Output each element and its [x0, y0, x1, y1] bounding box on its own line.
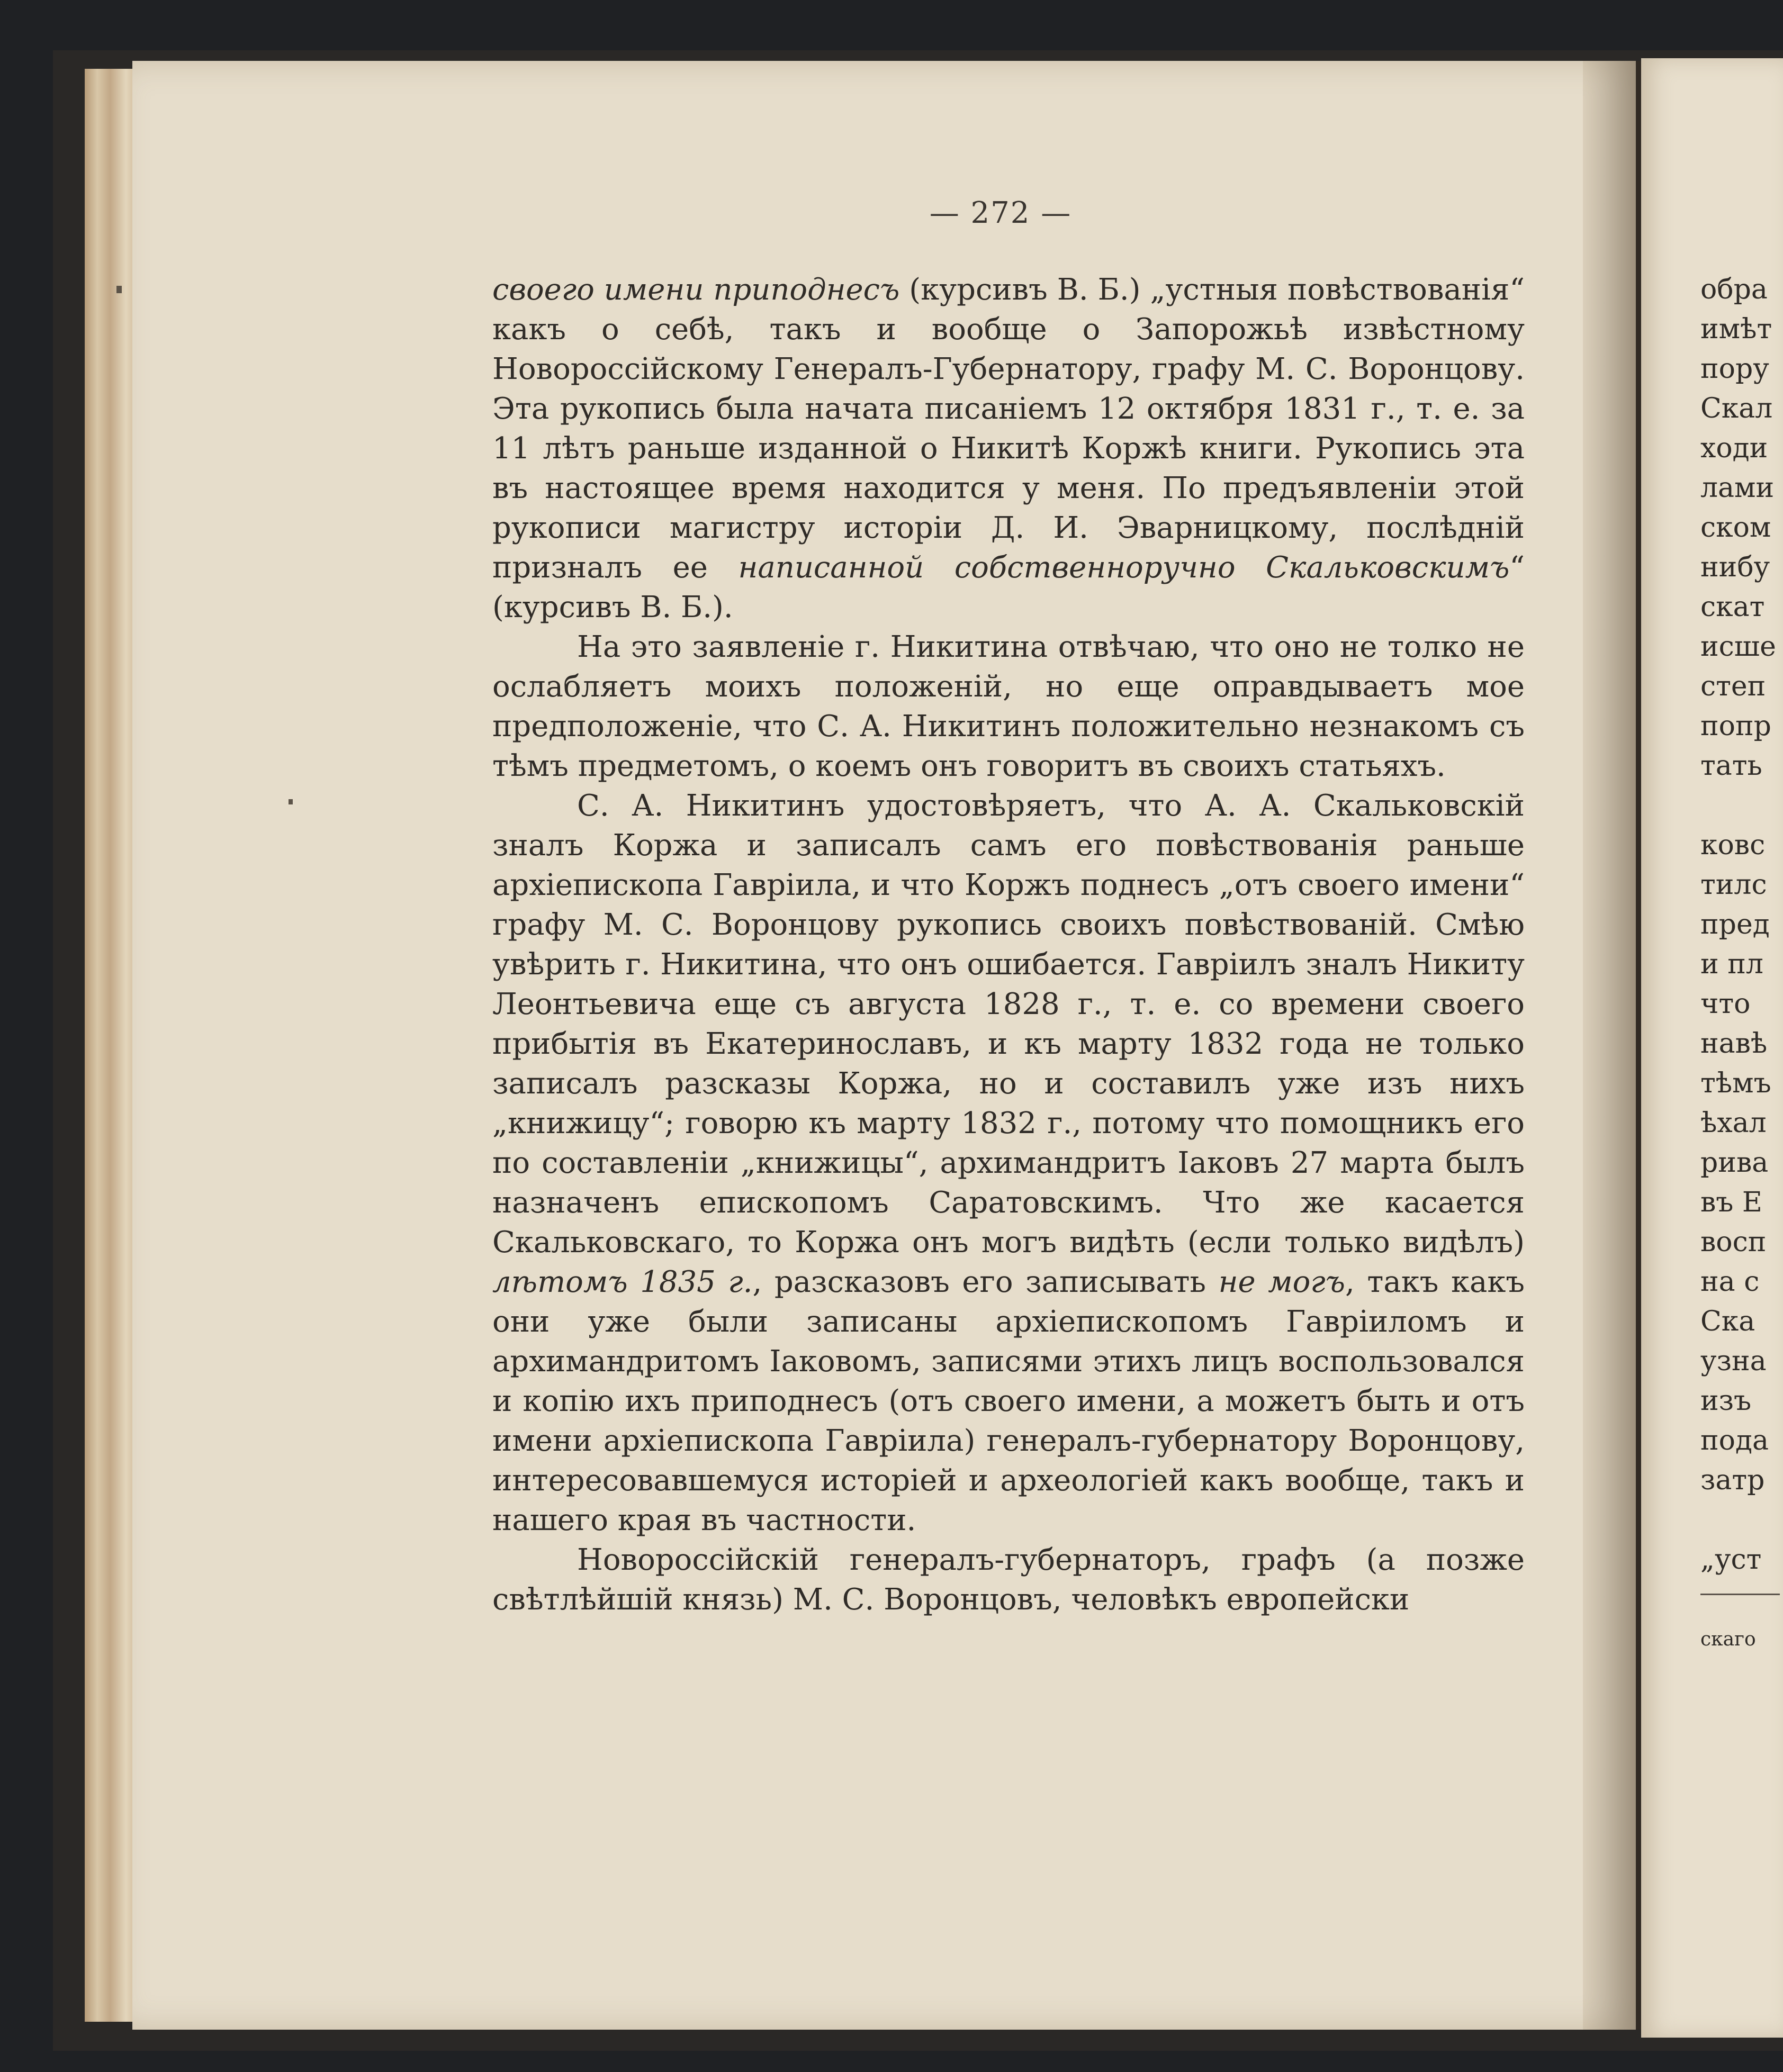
right-page-line: затр: [1700, 1464, 1765, 1496]
line-gap: [1700, 786, 1783, 826]
right-page-line: навѣ: [1700, 1028, 1768, 1060]
text-run: Новороссійскій генералъ-губернаторъ, графъ (а позже свѣтлѣйшій князь) М. С. Воронцовъ, человѣкъ европейски: [492, 1543, 1525, 1617]
text-run: (курсивъ В. Б.) „устныя повѣствованія“ какъ о себѣ, такъ и вообще о Запорожьѣ извѣстному Новороссійскому Генералъ-Губернатору, графу М. С. Воронцову. Эта рукопись была начата писаніемъ 12 октября 1831 г., т. е. за 11 лѣтъ раньше изданной о Никитѣ Коржѣ книги. Рукопись эта въ настоящее время находится у меня. По предъявленіи этой рукописи магистру исторіи Д. И. Эварницкому, послѣдній призналъ ее: [492, 273, 1525, 585]
right-page-line: въ Е: [1700, 1187, 1762, 1218]
footnote-rule: [1700, 1594, 1780, 1595]
paragraph-4: [492, 1540, 1525, 1619]
right-page-text: [1700, 270, 1783, 1659]
right-page-line: нибу: [1700, 551, 1770, 583]
right-page-line: восп: [1700, 1226, 1767, 1258]
italic-text: написанной собственноручно Скальковскимъ: [738, 550, 1510, 585]
text-run: “ (курсивъ В. Б.).: [492, 550, 1525, 625]
right-page-line: степ: [1700, 671, 1766, 702]
text-run: На это заявленіе г. Никитина отвѣчаю, что оно не толко не ослабляетъ моихъ положеній, но еще оправдываетъ мое предположеніе, что С. А. Никитинъ положительно незнакомъ съ тѣмъ предметомъ, о коемъ онъ говоритъ въ своихъ статьяхъ.: [492, 630, 1525, 783]
right-page-line: исше: [1700, 631, 1776, 663]
paragraph-1: [492, 270, 1525, 627]
main-text: [492, 270, 1525, 1619]
right-page-line: ходи: [1700, 432, 1768, 464]
italic-text: своего имени приподнесъ: [492, 273, 900, 307]
book-gutter: [1583, 61, 1641, 2030]
right-page-line: лами: [1700, 472, 1775, 504]
right-page-line: Скал: [1700, 393, 1773, 424]
page-speck: [289, 799, 293, 804]
right-page-line: попр: [1700, 710, 1771, 742]
italic-text: не могъ: [1218, 1265, 1346, 1299]
right-page-line: ском: [1700, 512, 1771, 544]
italic-text: лѣтомъ 1835 г.: [492, 1265, 753, 1299]
right-page-line: на с: [1700, 1266, 1760, 1298]
right-page-line: тилс: [1700, 869, 1767, 901]
right-page-line: изъ: [1700, 1385, 1752, 1417]
text-run: С. А. Никитинъ удостовѣряетъ, что А. А. Скальковскій зналъ Коржа и записалъ самъ его повѣствованія раньше архіепископа Гавріила, и что Коржъ поднесъ „отъ своего имени“ графу М. С. Воронцову рукопись своихъ повѣствованій. Смѣю увѣрить г. Никитина, что онъ ошибается. Гавріилъ зналъ Никиту Леонтьевича еще съ августа 1828 г., т. е. со времени своего прибытія въ Екатеринославъ, и къ марту 1832 года не только записалъ разсказы Коржа, но и составилъ уже изъ нихъ „книжицу“; говорю къ марту 1832 г., потому что помощникъ его по составленіи „книжицы“, архимандритъ Іаковъ 27 марта былъ назначенъ епископомъ Саратовскимъ. Что же касается Скальковскаго, то Коржа онъ могъ видѣть (если только видѣлъ): [492, 789, 1525, 1260]
right-page-line: тать: [1700, 750, 1762, 782]
right-page-line: и пл: [1700, 948, 1763, 980]
right-page-line: обра: [1700, 274, 1768, 305]
right-page-line: ковс: [1700, 829, 1766, 861]
right-page-line: узна: [1700, 1345, 1767, 1377]
paragraph-2: [492, 627, 1525, 786]
page-speck: [116, 286, 122, 293]
right-page-line: ѣхал: [1700, 1107, 1767, 1139]
right-page-line: пред: [1700, 909, 1770, 940]
paragraph-3: [492, 786, 1525, 1540]
right-page-line: „уст: [1700, 1544, 1762, 1576]
right-page-line: пору: [1700, 353, 1769, 385]
line-gap: [1700, 1500, 1783, 1540]
right-page-line: скат: [1700, 591, 1765, 623]
right-page-line: Ска: [1700, 1306, 1755, 1337]
right-page-line: пода: [1700, 1425, 1769, 1456]
right-footnote: скаго: [1700, 1628, 1756, 1650]
text-run: , разсказовъ его записывать: [752, 1265, 1219, 1299]
right-page-line: тѣмъ: [1700, 1067, 1771, 1099]
right-page-line: что: [1700, 988, 1751, 1020]
right-page-line: рива: [1700, 1147, 1769, 1179]
text-run: , такъ какъ они уже были записаны архіепископомъ Гавріиломъ и архимандритомъ Іаковомъ, записями этихъ лицъ воспользовался и копію ихъ приподнесъ (отъ своего имени, а можетъ быть и отъ имени архіепископа Гавріила) генералъ-губернатору Воронцову, интересовавшемуся исторіей и археологіей какъ вообще, такъ и нашего края въ частности.: [492, 1265, 1525, 1537]
right-page-line: имѣт: [1700, 313, 1772, 345]
page-number: — 272 —: [929, 196, 1072, 230]
